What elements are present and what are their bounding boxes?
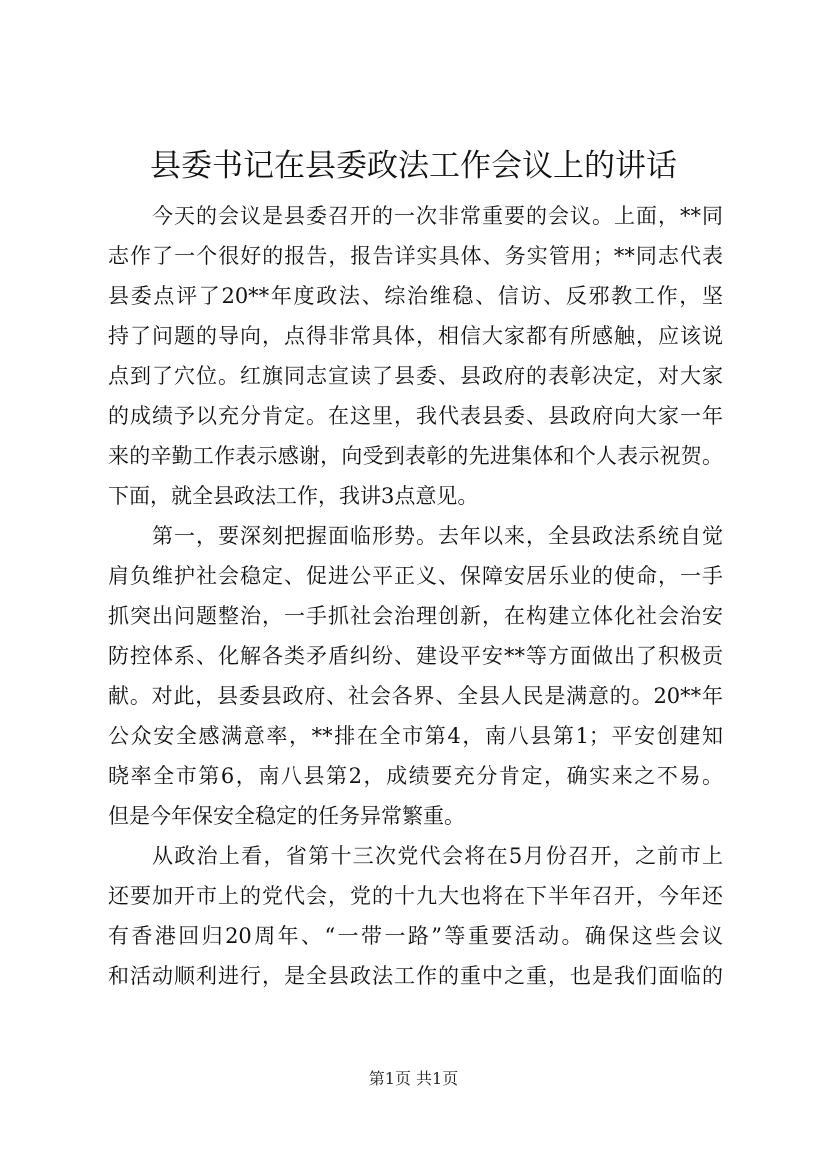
paragraph-1: [108, 196, 723, 516]
text-line: 第一，要深刻把握面临形势。去年以来，全县政法系统自觉: [152, 524, 723, 548]
text-line: 持了问题的导向，点得非常具体，相信大家都有所感触，应该说: [108, 324, 723, 348]
document-title: 县委书记在县委政法工作会议上的讲话: [150, 148, 677, 184]
text-line: 抓突出问题整治，一手抓社会治理创新，在构建立体化社会治安: [108, 604, 723, 628]
text-line: 来的辛勤工作表示感谢，向受到表彰的先进集体和个人表示祝贺。: [108, 444, 723, 468]
text-line: 和活动顺利进行，是全县政法工作的重中之重，也是我们面临的: [108, 964, 723, 988]
page-number-label: 第1页 共1页: [368, 1069, 459, 1088]
text-line: 防控体系、化解各类矛盾纠纷、建设平安**等方面做出了积极贡: [108, 644, 723, 668]
text-line: 的成绩予以充分肯定。在这里，我代表县委、县政府向大家一年: [108, 404, 723, 428]
text-line: 但是今年保安全稳定的任务异常繁重。: [108, 804, 465, 828]
text-line: 点到了穴位。红旗同志宣读了县委、县政府的表彰决定，对大家: [108, 364, 723, 388]
document-body: [108, 196, 723, 996]
text-line: 还要加开市上的党代会，党的十九大也将在下半年召开，今年还: [108, 884, 723, 908]
text-line: 公众安全感满意率，**排在全市第4，南八县第1；平安创建知: [108, 724, 723, 748]
text-line: 从政治上看，省第十三次党代会将在5月份召开，之前市上: [152, 844, 723, 868]
text-line: 县委点评了20**年度政法、综治维稳、信访、反邪教工作，坚: [108, 284, 723, 308]
paragraph-2: [108, 516, 723, 836]
text-line: 志作了一个很好的报告，报告详实具体、务实管用；**同志代表: [108, 244, 723, 268]
page-footer: [0, 1068, 827, 1090]
text-line: 献。对此，县委县政府、社会各界、全县人民是满意的。20**年: [108, 684, 723, 708]
paragraph-3: [108, 836, 723, 996]
text-line: 有香港回归20周年、“一带一路”等重要活动。确保这些会议: [108, 924, 723, 948]
text-line: 今天的会议是县委召开的一次非常重要的会议。上面，**同: [152, 204, 723, 228]
text-line: 下面，就全县政法工作，我讲3点意见。: [108, 484, 479, 508]
text-line: 肩负维护社会稳定、促进公平正义、保障安居乐业的使命，一手: [108, 564, 723, 588]
text-line: 晓率全市第6，南八县第2，成绩要充分肯定，确实来之不易。: [108, 764, 723, 788]
